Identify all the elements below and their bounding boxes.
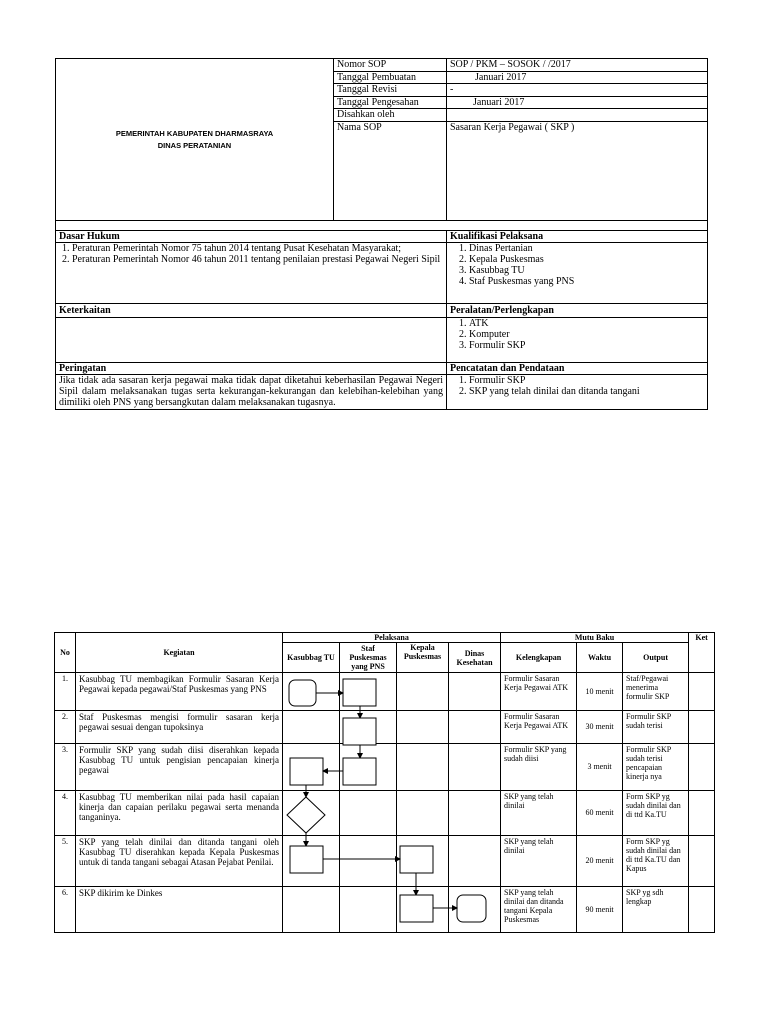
row-waktu: 30 menit (577, 711, 623, 744)
row-kegiatan: Formulir SKP yang sudah diisi diserahkan kepada Kasubbag TU untuk pengisian pencapaian kinerja pegawai (76, 744, 283, 791)
pencatatan-section (447, 363, 708, 410)
field-label: Nomor SOP (334, 59, 447, 72)
row-kelengkapan: Formulir Sasaran Kerja Pegawai ATK (501, 673, 577, 711)
row-kelengkapan: Formulir Sasaran Kerja Pegawai ATK (501, 711, 577, 744)
row-kegiatan: Staf Puskesmas mengisi formulir sasaran kerja pegawai sesuai dengan tupoksinya (76, 711, 283, 744)
row-output: Formulir SKP sudah terisi (623, 711, 689, 744)
row-kegiatan: SKP dikirim ke Dinkes (76, 887, 283, 933)
list-item: 3. Formulir SKP (469, 340, 707, 351)
field-value: Januari 2017 (447, 96, 708, 109)
row-output: Form SKP yg sudah dinilai dan di ttd Ka.TU dan Kapus (623, 836, 689, 887)
lane-cell (340, 836, 397, 887)
row-ket (689, 673, 715, 711)
government-heading (56, 59, 334, 221)
peringatan-title: Peringatan (56, 363, 446, 375)
list-item: 2. Peraturan Pemerintah Nomor 46 tahun 2011 tentang penilaian prestasi Pegawai Negeri Sipil (72, 254, 443, 265)
lane-cell (449, 791, 501, 836)
pencatatan-title: Pencatatan dan Pendataan (447, 363, 707, 375)
list-item: 1. Dinas Pertanian (469, 243, 707, 254)
list-item: 1. Peraturan Pemerintah Nomor 75 tahun 2014 tentang Pusat Kesehatan Masyarakat; (72, 243, 443, 254)
header-output: Output (623, 643, 689, 673)
row-ket (689, 791, 715, 836)
field-label: Tanggal Revisi (334, 84, 447, 97)
header-pelaksana: Pelaksana (283, 633, 501, 643)
row-number: 4. (55, 791, 76, 836)
row-ket (689, 711, 715, 744)
lane-cell (283, 744, 340, 791)
peralatan-title: Peralatan/Perlengkapan (447, 304, 707, 318)
header-waktu: Waktu (577, 643, 623, 673)
field-value: Sasaran Kerja Pegawai ( SKP ) (447, 121, 708, 220)
list-item: 2. SKP yang telah dinilai dan ditanda tangani (469, 386, 707, 397)
field-label: Disahkan oleh (334, 109, 447, 122)
lane-cell (340, 791, 397, 836)
header-mutu-baku: Mutu Baku (501, 633, 689, 643)
row-output: Staf/Pegawai menerima formulir SKP (623, 673, 689, 711)
lane-cell (449, 744, 501, 791)
lane-cell (283, 673, 340, 711)
row-ket (689, 887, 715, 933)
list-item: 3. Kasubbag TU (469, 265, 707, 276)
list-item: 1. Formulir SKP (469, 375, 707, 386)
lane-cell (449, 673, 501, 711)
lane-cell (397, 791, 449, 836)
peralatan-section (447, 304, 708, 363)
header-kegiatan: Kegiatan (76, 633, 283, 673)
field-label: Nama SOP (334, 121, 447, 220)
lane-cell (397, 836, 449, 887)
table-row (55, 836, 715, 887)
row-number: 5. (55, 836, 76, 887)
row-number: 1. (55, 673, 76, 711)
list-item: 1. ATK (469, 318, 707, 329)
kualifikasi-list (447, 243, 707, 287)
peralatan-list (447, 318, 707, 351)
table-row (55, 673, 715, 711)
keterkaitan-title: Keterkaitan (56, 304, 446, 318)
kualifikasi-title: Kualifikasi Pelaksana (447, 231, 707, 243)
lane-cell (397, 711, 449, 744)
table-row (55, 744, 715, 791)
row-output: Form SKP yg sudah dinilai dan di ttd Ka.TU (623, 791, 689, 836)
header-lane-kasubbag: Kasubbag TU (283, 643, 340, 673)
lane-cell (449, 887, 501, 933)
lane-cell (449, 711, 501, 744)
sop-header-table (55, 58, 708, 410)
lane-cell (397, 887, 449, 933)
lane-cell (283, 836, 340, 887)
list-item: 2. Komputer (469, 329, 707, 340)
kualifikasi-section (447, 231, 708, 304)
dasar-hukum-list (56, 243, 446, 303)
field-value: Januari 2017 (447, 71, 708, 84)
dasar-hukum-title: Dasar Hukum (56, 231, 446, 243)
field-value: SOP / PKM – SOSOK / /2017 (447, 59, 708, 72)
row-kelengkapan: SKP yang telah dinilai (501, 836, 577, 887)
row-number: 2. (55, 711, 76, 744)
government-name: PEMERINTAH KABUPATEN DHARMASRAYA (115, 128, 274, 138)
dasar-hukum-section (56, 231, 447, 304)
row-waktu: 3 menit (577, 744, 623, 791)
header-lane-dinas: Dinas Kesehatan (449, 643, 501, 673)
table-row (55, 711, 715, 744)
row-kegiatan: SKP yang telah dinilai dan ditanda tangani oleh Kasubbag TU diserahkan kepada Kepala Puskesmas untuk di tanda tangani sebagai Atasan Pejabat Penilai. (76, 836, 283, 887)
keterkaitan-section (56, 304, 447, 363)
row-waktu: 60 menit (577, 791, 623, 836)
department-name: DINAS PERATANIAN (157, 140, 232, 150)
lane-cell (340, 744, 397, 791)
header-no: No (55, 633, 76, 673)
row-waktu: 10 menit (577, 673, 623, 711)
header-lane-staf: Staf Puskesmas yang PNS (340, 643, 397, 673)
field-label: Tanggal Pembuatan (334, 71, 447, 84)
row-kelengkapan: SKP yang telah dinilai dan ditanda tangani Kepala Puskesmas (501, 887, 577, 933)
procedure-flow-table (54, 632, 715, 933)
header-lane-kepala: Kepala Puskesmas (397, 643, 449, 673)
lane-cell (340, 887, 397, 933)
table-row (55, 791, 715, 836)
list-item: 4. Staf Puskesmas yang PNS (469, 276, 707, 287)
lane-cell (283, 711, 340, 744)
row-kegiatan: Kasubbag TU memberikan nilai pada hasil capaian kinerja dan capaian perilaku pegawai serta menanda tanganinya. (76, 791, 283, 836)
row-ket (689, 836, 715, 887)
lane-cell (449, 836, 501, 887)
lane-cell (397, 744, 449, 791)
table-row (55, 887, 715, 933)
row-number: 3. (55, 744, 76, 791)
row-kegiatan: Kasubbag TU membagikan Formulir Sasaran Kerja Pegawai kepada pegawai/Staf Puskesmas yang PNS (76, 673, 283, 711)
row-kelengkapan: SKP yang telah dinilai (501, 791, 577, 836)
row-waktu: 90 menit (577, 887, 623, 933)
peringatan-section (56, 363, 447, 410)
lane-cell (397, 673, 449, 711)
lane-cell (340, 673, 397, 711)
field-value: - (447, 84, 708, 97)
row-waktu: 20 menit (577, 836, 623, 887)
row-kelengkapan: Formulir SKP yang sudah diisi (501, 744, 577, 791)
row-number: 6. (55, 887, 76, 933)
pencatatan-list (447, 375, 707, 397)
lane-cell (283, 791, 340, 836)
spacer-row (56, 221, 708, 231)
header-ket: Ket (689, 633, 715, 673)
list-item: 2. Kepala Puskesmas (469, 254, 707, 265)
row-output: Formulir SKP sudah terisi pencapaian kinerja nya (623, 744, 689, 791)
field-value (447, 109, 708, 122)
row-ket (689, 744, 715, 791)
lane-cell (283, 887, 340, 933)
lane-cell (340, 711, 397, 744)
header-kelengkapan: Kelengkapan (501, 643, 577, 673)
peringatan-text: Jika tidak ada sasaran kerja pegawai maka tidak dapat diketahui keberhasilan Pegawai Negeri Sipil dalam melaksanakan tugas serta kekurangan-kekurangan dan kelebihan-kelebihan yang dimiliki oleh PNS yang bersangkutan dalam melaksanakan tugasnya. (59, 375, 443, 408)
field-label: Tanggal Pengesahan (334, 96, 447, 109)
row-output: SKP yg sdh lengkap (623, 887, 689, 933)
